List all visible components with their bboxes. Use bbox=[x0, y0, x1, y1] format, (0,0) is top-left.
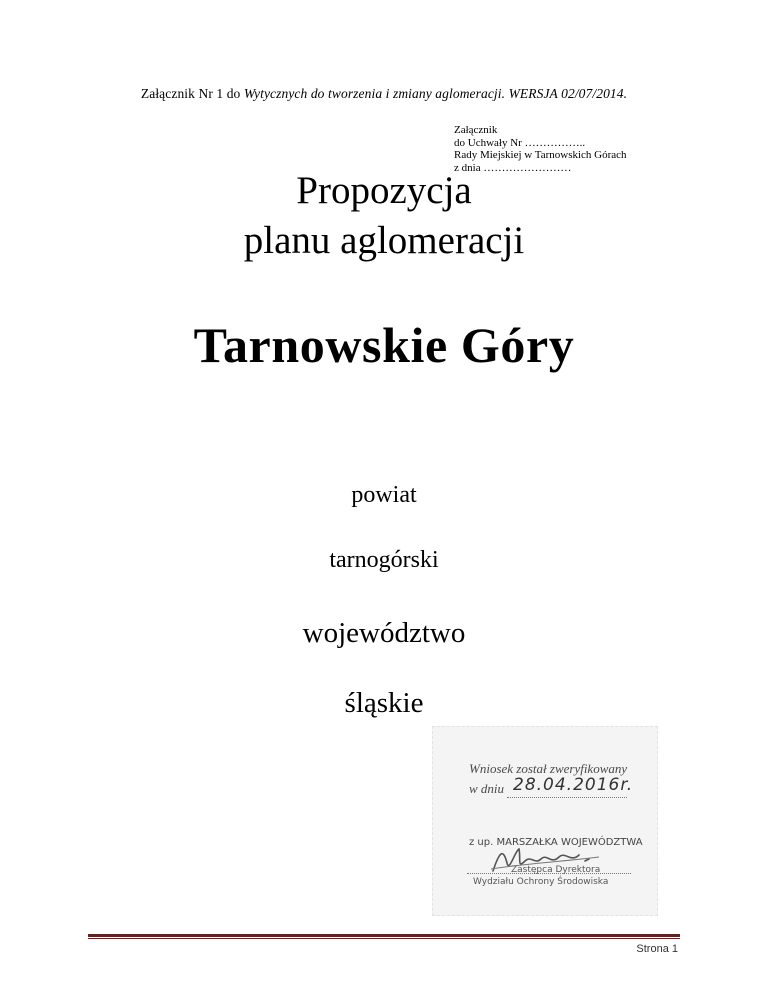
document-reference-header bbox=[0, 86, 768, 102]
stamp-handwritten-date: 28.04.2016r. bbox=[513, 775, 634, 795]
title-line-2: planu aglomeracji bbox=[243, 219, 525, 262]
wojewodztwo-label: województwo bbox=[302, 617, 466, 649]
annex-council-line: Rady Miejskiej w Tarnowskich Górach bbox=[454, 149, 627, 162]
stamp-authority-line: z up. MARSZAŁKA WOJEWÓDZTWA bbox=[469, 837, 643, 848]
powiat-label: powiat bbox=[351, 482, 417, 508]
stamp-date-dotted-line bbox=[507, 797, 627, 798]
footer-rule bbox=[88, 934, 680, 937]
header-italic-title: Wytycznych do tworzenia i zmiany aglomeracji. WERSJA 02/07/2014. bbox=[243, 86, 628, 101]
stamp-deputy-director: Zastępca Dyrektora bbox=[511, 865, 601, 875]
stamp-department: Wydziału Ochrony Środowiska bbox=[473, 877, 609, 887]
title-line-1: Propozycja bbox=[296, 169, 472, 212]
agglomeration-name: Tarnowskie Góry bbox=[193, 317, 575, 373]
verification-stamp bbox=[432, 726, 658, 916]
footer-rule-thin bbox=[88, 938, 680, 939]
annex-line: Załącznik bbox=[454, 124, 498, 136]
annex-date-line: z dnia …………………… bbox=[454, 161, 572, 174]
header-prefix: Załącznik Nr 1 do bbox=[140, 86, 244, 101]
annex-resolution-line: do Uchwały Nr …………….. bbox=[454, 136, 586, 149]
stamp-verified-text: Wniosek został zweryfikowany bbox=[469, 761, 628, 776]
powiat-value: tarnogórski bbox=[329, 547, 439, 573]
page-number: Strona 1 bbox=[636, 943, 678, 955]
wojewodztwo-value: śląskie bbox=[344, 687, 424, 719]
stamp-date-label: w dniu bbox=[469, 781, 505, 796]
annex-block bbox=[454, 124, 627, 174]
